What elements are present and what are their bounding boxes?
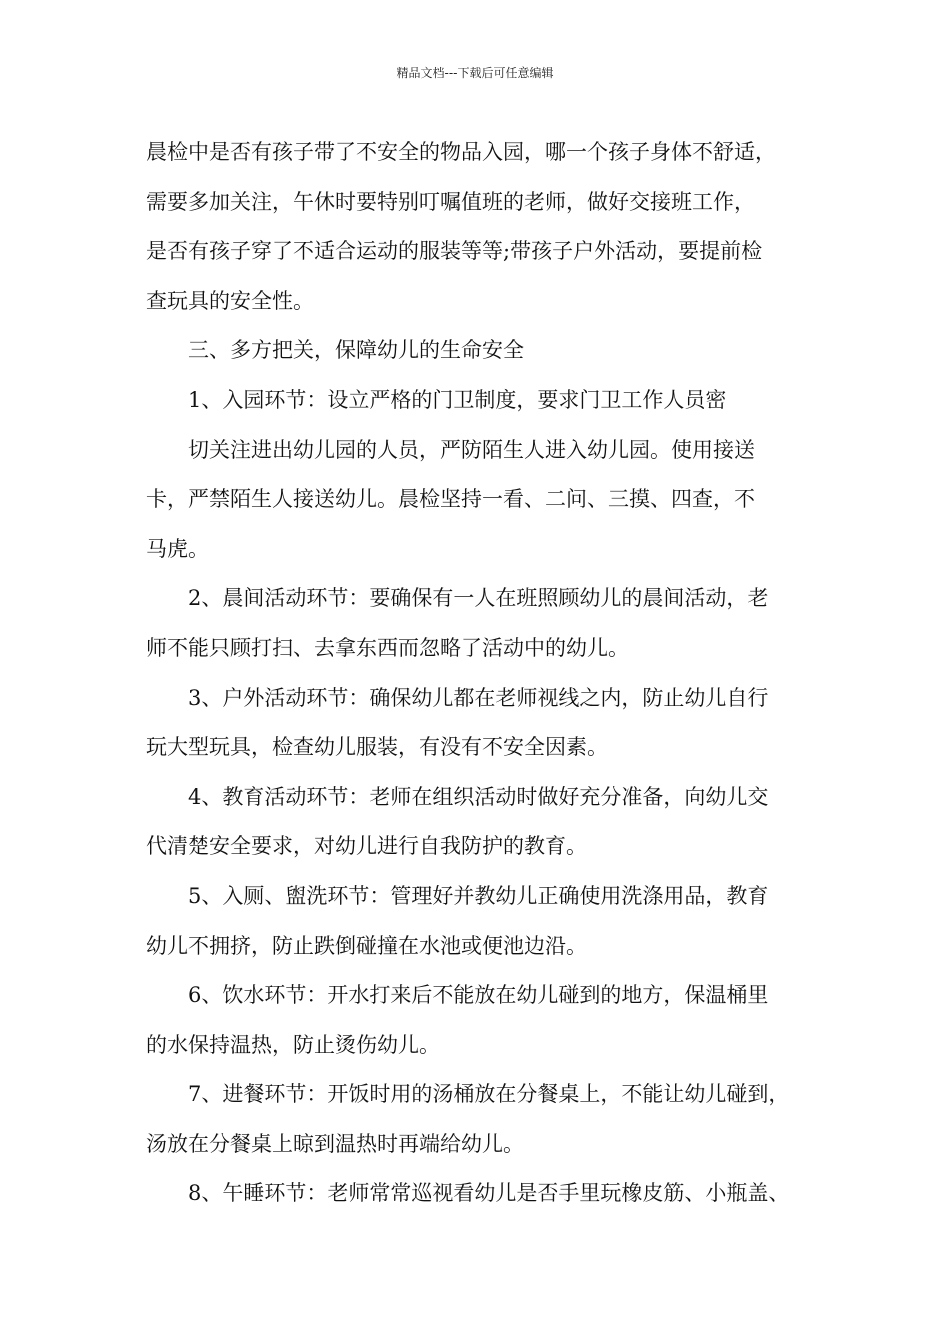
text-line: 汤放在分餐桌上晾到温热时再端给幼儿。 <box>146 1131 524 1156</box>
text-line: 4、教育活动环节：老师在组织活动时做好充分准备，向幼儿交 <box>188 784 769 809</box>
text-line: 6、饮水环节：开水打来后不能放在幼儿碰到的地方，保温桶里 <box>188 983 769 1008</box>
text-line: 三、多方把关，保障幼儿的生命安全 <box>188 338 524 363</box>
text-line: 1、入园环节：设立严格的门卫制度，要求门卫工作人员密 <box>188 387 727 412</box>
text-line: 的水保持温热，防止烫伤幼儿。 <box>146 1032 440 1057</box>
text-line: 5、入厕、盥洗环节：管理好并教幼儿正确使用洗涤用品，教育 <box>188 883 769 908</box>
text-line: 代清楚安全要求，对幼儿进行自我防护的教育。 <box>146 834 587 859</box>
text-line: 晨检中是否有孩子带了不安全的物品入园，哪一个孩子身体不舒适， <box>146 140 776 164</box>
text-line: 卡，严禁陌生人接送幼儿。晨检坚持一看、二问、三摸、四查，不 <box>146 487 755 512</box>
text-line: 8、午睡环节：老师常常巡视看幼儿是否手里玩橡皮筋、小瓶盖、 <box>188 1181 790 1206</box>
text-line: 2、晨间活动环节：要确保有一人在班照顾幼儿的晨间活动，老 <box>188 586 769 611</box>
text-line: 是否有孩子穿了不适合运动的服装等等;带孩子户外活动，要提前检 <box>146 239 763 264</box>
text-line: 玩大型玩具，检查幼儿服装，有没有不安全因素。 <box>146 735 608 760</box>
body-text <box>146 128 836 1219</box>
text-line: 切关注进出幼儿园的人员，严防陌生人进入幼儿园。使用接送 <box>188 437 755 462</box>
text-line: 7、进餐环节：开饭时用的汤桶放在分餐桌上，不能让幼儿碰到， <box>188 1082 790 1107</box>
text-line: 3、户外活动环节：确保幼儿都在老师视线之内，防止幼儿自行 <box>188 685 769 710</box>
text-line: 马虎。 <box>146 536 209 561</box>
page-header: 精品文档---下载后可任意编辑 <box>396 66 554 80</box>
text-line: 查玩具的安全性。 <box>146 288 314 313</box>
text-line: 幼儿不拥挤，防止跌倒碰撞在水池或便池边沿。 <box>146 933 587 958</box>
text-line: 需要多加关注，午休时要特别叮嘱值班的老师，做好交接班工作， <box>146 189 755 214</box>
text-line: 师不能只顾打扫、去拿东西而忽略了活动中的幼儿。 <box>146 635 629 660</box>
